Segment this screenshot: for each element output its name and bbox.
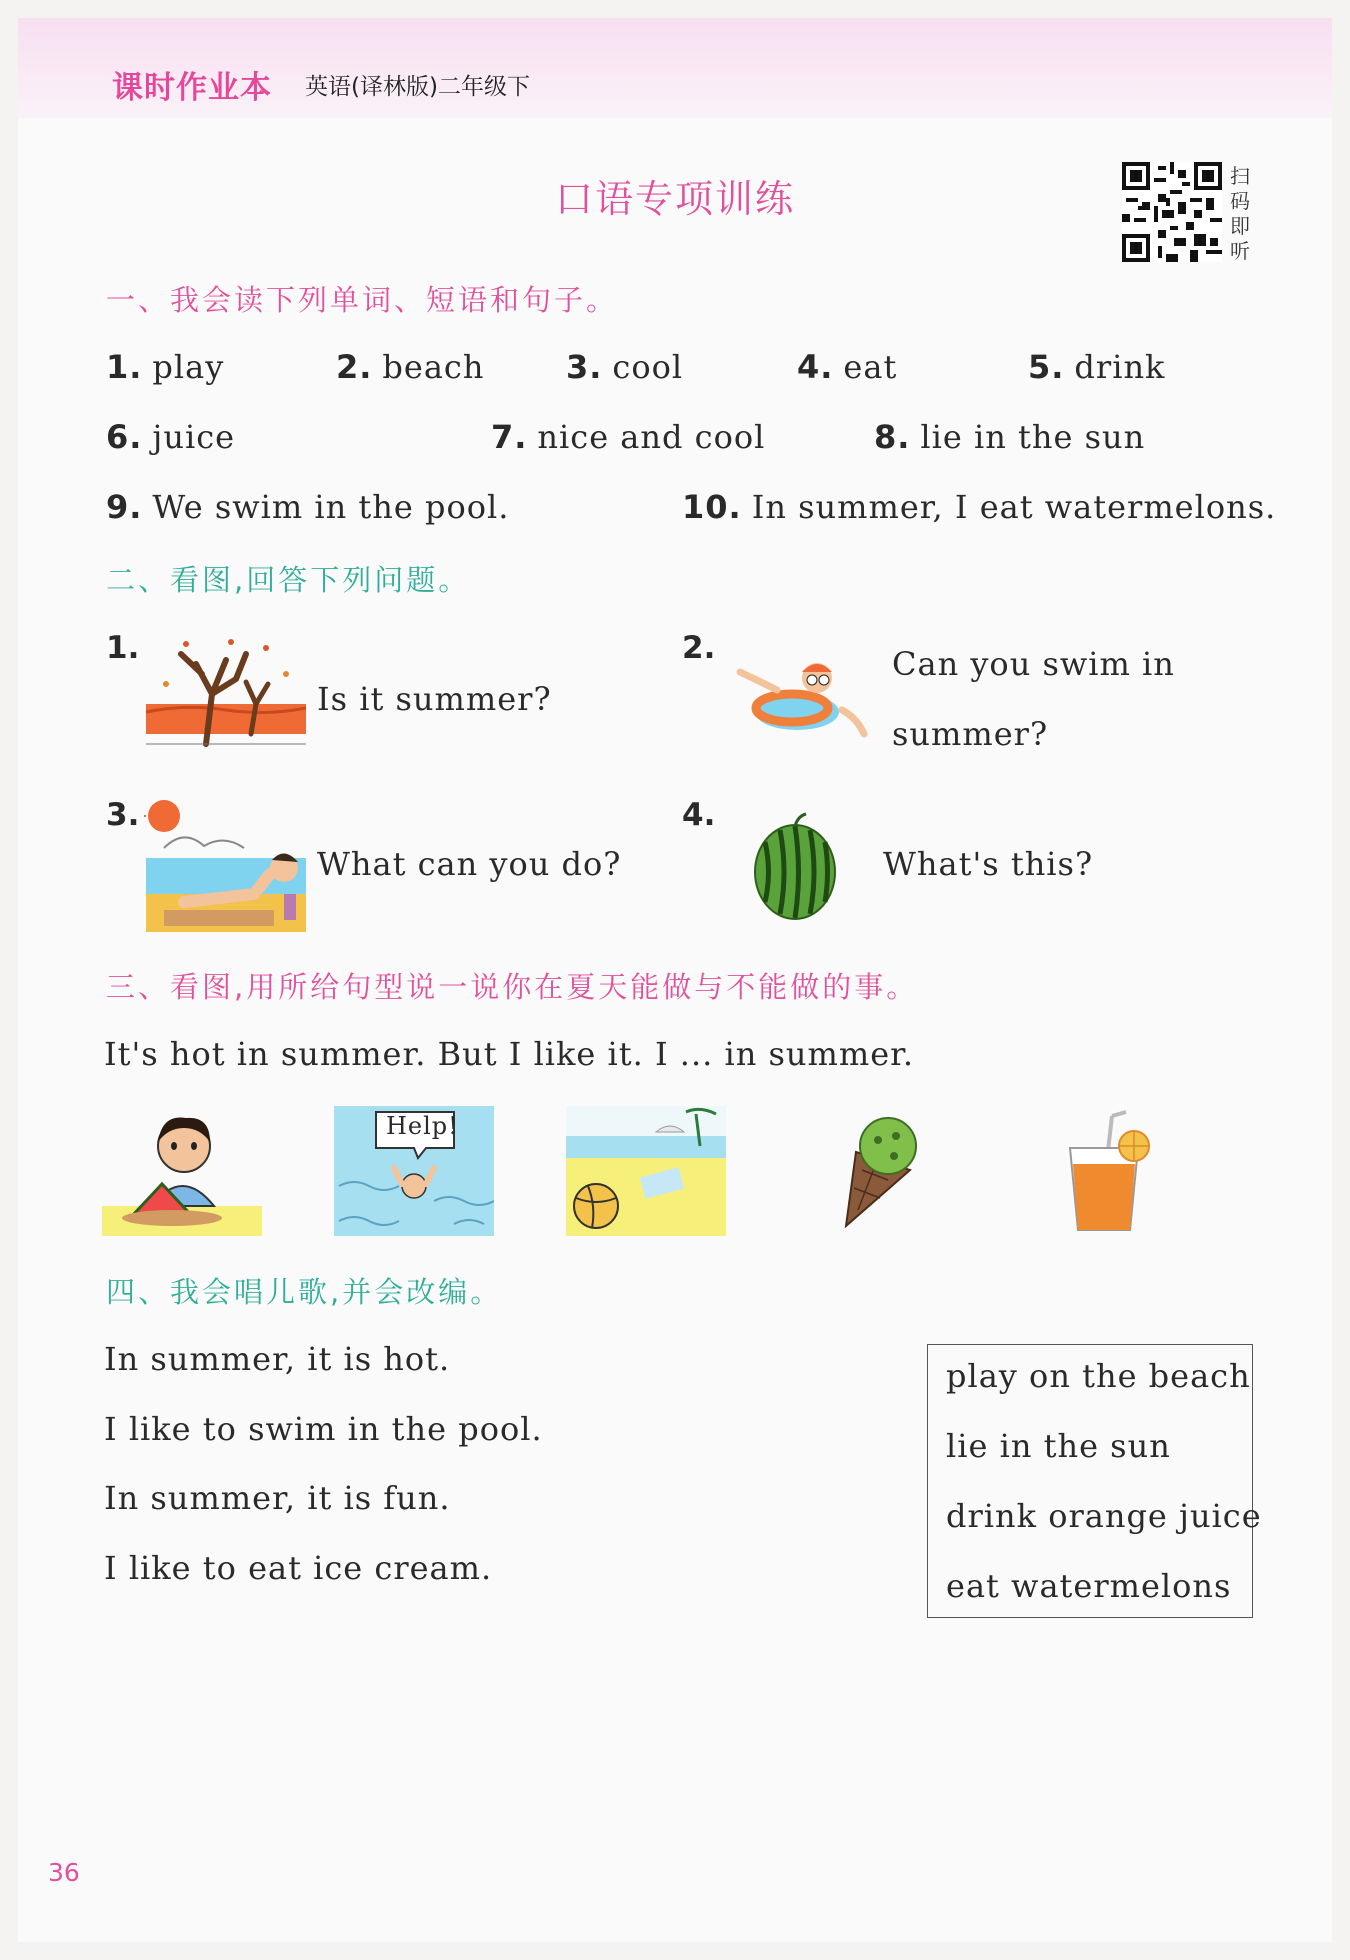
ice-cream-picture bbox=[838, 1110, 938, 1228]
swimmer-picture bbox=[732, 650, 872, 742]
vocab-item bbox=[1028, 348, 1165, 386]
vocab-item bbox=[336, 348, 484, 386]
song-line: I like to eat ice cream. bbox=[104, 1549, 493, 1587]
replacement-phrases-box bbox=[927, 1344, 1262, 1618]
item-number: 6. bbox=[106, 418, 143, 456]
item-number: 2. bbox=[336, 348, 373, 386]
item-number: 1. bbox=[106, 348, 143, 386]
watermelon-picture bbox=[750, 812, 840, 922]
vocab-item bbox=[797, 348, 897, 386]
qr-char: 扫 bbox=[1230, 164, 1250, 188]
item-text: juice bbox=[152, 418, 236, 456]
vocab-item bbox=[874, 418, 1145, 456]
item-text: We swim in the pool. bbox=[152, 488, 510, 526]
brand-title: 课时作业本 bbox=[112, 70, 272, 106]
item-text: In summer, I eat watermelons. bbox=[751, 488, 1277, 526]
phrase-option: lie in the sun bbox=[946, 1427, 1171, 1465]
item-text: cool bbox=[612, 348, 684, 386]
song-line: I like to swim in the pool. bbox=[104, 1410, 543, 1448]
item-number: 7. bbox=[491, 418, 528, 456]
boy-eating-watermelon-picture bbox=[102, 1106, 262, 1236]
qr-char: 码 bbox=[1230, 189, 1250, 213]
phrase-option: eat watermelons bbox=[946, 1567, 1232, 1605]
question-number: 1. bbox=[106, 630, 140, 666]
page-title: 口语专项训练 bbox=[554, 177, 795, 221]
question-text: What's this? bbox=[883, 845, 1094, 883]
section2-title: 二、看图,回答下列问题。 bbox=[106, 563, 471, 597]
sentence-pattern: It's hot in summer. But I like it. I ... in summer. bbox=[104, 1035, 915, 1073]
question-text: What can you do? bbox=[317, 845, 622, 883]
item-text: drink bbox=[1074, 348, 1166, 386]
beach-ball-picture bbox=[566, 1106, 726, 1236]
orange-juice-picture bbox=[1060, 1108, 1160, 1236]
question-text-line1: Can you swim in bbox=[892, 645, 1175, 683]
vocab-item bbox=[106, 348, 224, 386]
phrase-option: drink orange juice bbox=[946, 1497, 1262, 1535]
item-text: eat bbox=[843, 348, 898, 386]
page-number: 36 bbox=[48, 1858, 80, 1887]
sentence-item bbox=[682, 488, 1276, 526]
help-bubble-text: Help! bbox=[386, 1112, 459, 1140]
item-number: 8. bbox=[874, 418, 911, 456]
beach-sunbathing-picture bbox=[144, 798, 308, 932]
item-number: 3. bbox=[566, 348, 603, 386]
vocab-item bbox=[106, 418, 235, 456]
qr-char: 即 bbox=[1230, 214, 1250, 238]
section1-title: 一、我会读下列单词、短语和句子。 bbox=[106, 283, 619, 317]
song-line: In summer, it is fun. bbox=[104, 1479, 451, 1517]
question-text-line2: summer? bbox=[892, 715, 1049, 753]
item-number: 9. bbox=[106, 488, 143, 526]
vocab-item bbox=[566, 348, 683, 386]
item-number: 10. bbox=[682, 488, 742, 526]
qr-label bbox=[1230, 164, 1256, 264]
phrase-option: play on the beach bbox=[946, 1357, 1251, 1395]
section4-title: 四、我会唱儿歌,并会改编。 bbox=[106, 1275, 503, 1309]
item-number: 5. bbox=[1028, 348, 1065, 386]
qr-code-icon[interactable] bbox=[1122, 162, 1222, 262]
item-text: nice and cool bbox=[537, 418, 766, 456]
sentence-item bbox=[106, 488, 509, 526]
item-text: lie in the sun bbox=[920, 418, 1146, 456]
item-text: beach bbox=[382, 348, 485, 386]
question-text: Is it summer? bbox=[317, 680, 552, 718]
song-line: In summer, it is hot. bbox=[104, 1340, 451, 1378]
vocab-item bbox=[491, 418, 765, 456]
section3-title: 三、看图,用所给句型说一说你在夏天能做与不能做的事。 bbox=[106, 970, 919, 1004]
item-text: play bbox=[152, 348, 225, 386]
item-number: 4. bbox=[797, 348, 834, 386]
subject-label: 英语(译林版)二年级下 bbox=[305, 74, 530, 100]
qr-char: 听 bbox=[1230, 239, 1250, 263]
autumn-tree-picture bbox=[146, 634, 306, 756]
question-number: 2. bbox=[682, 630, 716, 666]
question-number: 3. bbox=[106, 797, 140, 833]
question-number: 4. bbox=[682, 797, 716, 833]
